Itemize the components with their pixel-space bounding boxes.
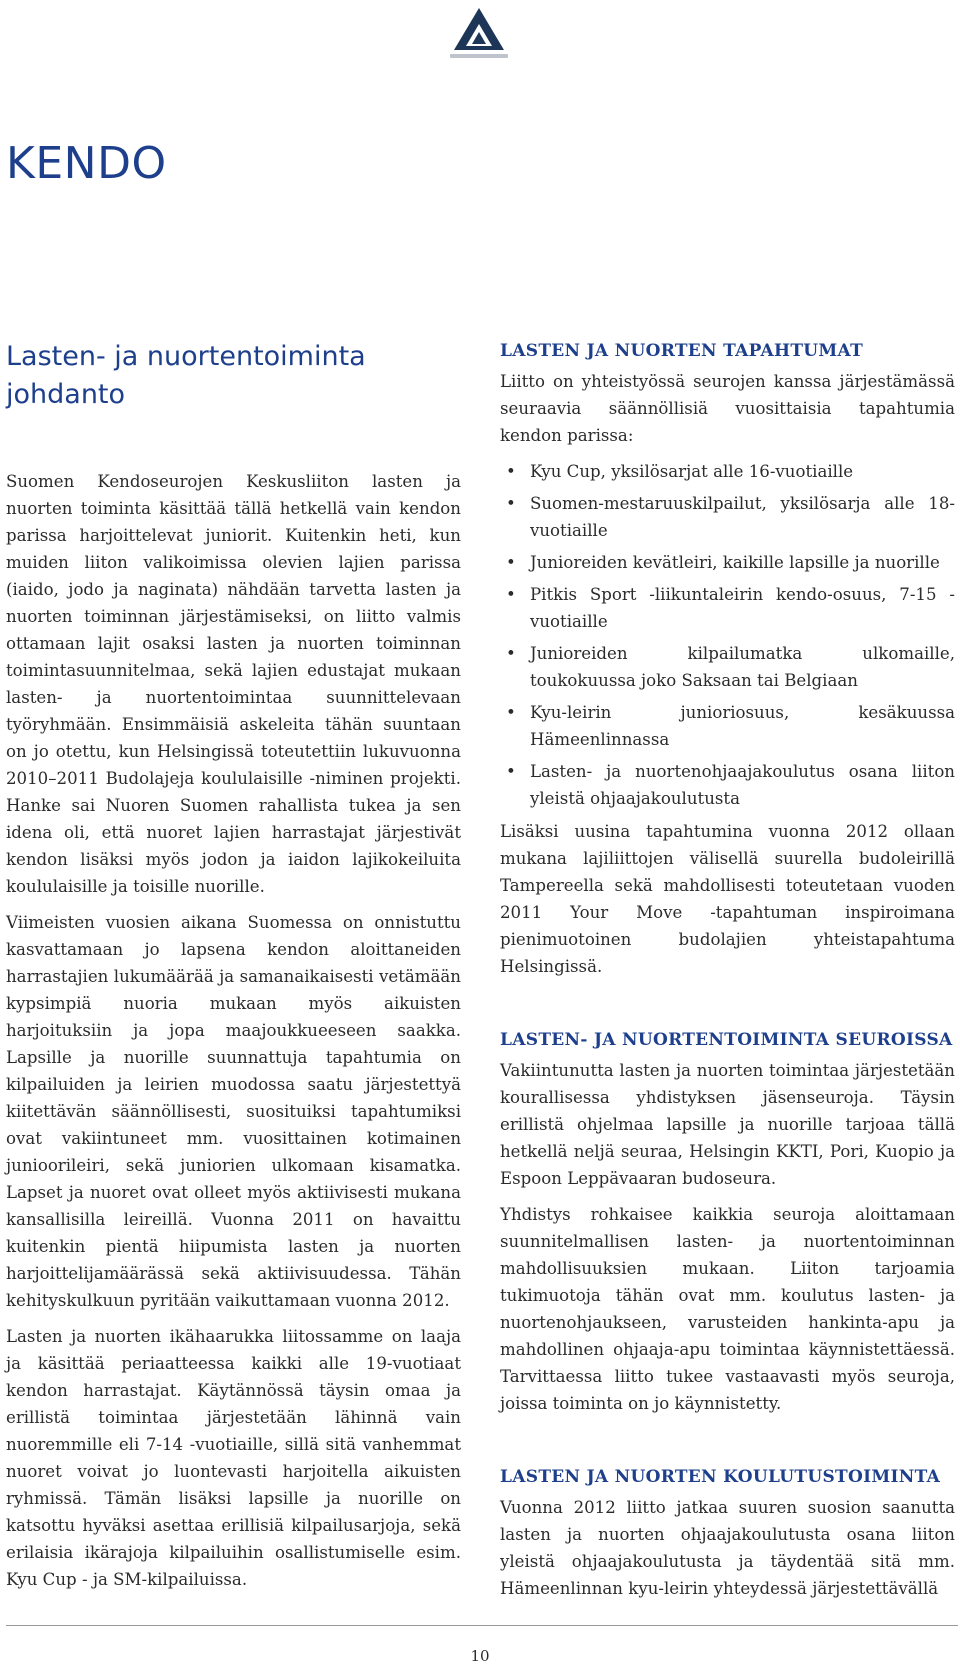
right-column bbox=[500, 340, 955, 1611]
list-item-text: Pitkis Sport -liikuntaleirin kendo-osuus, 7-15 -vuotiaille bbox=[530, 585, 955, 631]
clubs-heading: LASTEN- JA NUORTENTOIMINTA SEUROISSA bbox=[500, 1030, 953, 1050]
list-item bbox=[500, 699, 955, 753]
training-paragraph: Vuonna 2012 liitto jatkaa suuren suosion saanutta lasten ja nuorten ohjaajakoulutusta osana liiton yleistä ohjaajakoulutusta ja täydentää sitä mm. Hämeenlinnan kyu-leirin yhteydessä järjestettävällä bbox=[500, 1498, 955, 1598]
clubs-support-paragraph: Yhdistys rohkaisee kaikkia seuroja aloittamaan suunnitelmallisen lasten- ja nuortentoiminnan mahdollisuuksien mukaan. Liiton tarjoamia tukimuotoja tähän ovat mm. koulutus lasten- ja nuortenohjaukseen, varusteiden hankinta-apu ja mahdollinen ohjaaja-apu toimintaa käynnistettäessä. Tarvittaessa liitto tukee vastaavasti myös seuroja, joissa toiminta on jo käynnistetty. bbox=[500, 1205, 955, 1413]
list-item-text: Suomen-mestaruuskilpailut, yksilösarja alle 18-vuotiaille bbox=[530, 494, 955, 540]
page-title: KENDO bbox=[6, 138, 167, 189]
bullet: • bbox=[506, 703, 516, 722]
intro-heading: Lasten- ja nuortentoiminta johdanto bbox=[6, 341, 366, 410]
events-heading: LASTEN JA NUORTEN TAPAHTUMAT bbox=[500, 341, 864, 361]
triangle-emblem-icon bbox=[450, 6, 508, 54]
logo bbox=[450, 6, 508, 62]
bullet: • bbox=[506, 762, 516, 781]
bullet: • bbox=[506, 644, 516, 663]
logo-caption bbox=[450, 54, 508, 58]
intro-paragraph: Suomen Kendoseurojen Keskusliiton lasten ja nuorten toiminta käsittää tällä hetkellä vain kendon parissa harjoittelevat juniorit. Kuitenkin heti, kun muiden liiton valikoimissa olevien lajien parissa (iaido, jodo ja naginata) nähdään tarvetta lasten ja nuorten toiminnan järjestämiseksi, on liitto valmis ottamaan lajit osaksi lasten ja nuorten toiminnan toimintasuunnitelmaa, sekä lajien edustajat mukaan lasten- ja nuortentoimintaa suunnittelevaan työryhmään. Ensimmäisiä askeleita tähän suuntaan on jo otettu, kun Helsingissä toteutettiin lukuvuonna 2010–2011 Budolajeja koululaisille -niminen projekti. Hanke sai Nuoren Suomen rahallista tukea ja sen idena oli, että nuoret lajien harrastajat järjestivät kendon lisäksi myös jodon ja iaidon lajikokeiluita koululaisille ja toisille nuorille. bbox=[6, 472, 461, 896]
list-item bbox=[500, 549, 955, 576]
training-heading: LASTEN JA NUORTEN KOULUTUSTOIMINTA bbox=[500, 1467, 941, 1487]
list-item-text: Junioreiden kevätleiri, kaikille lapsille ja nuorille bbox=[530, 553, 940, 572]
list-item bbox=[500, 458, 955, 485]
bullet: • bbox=[506, 462, 516, 481]
page-number: 10 bbox=[470, 1647, 490, 1665]
events-list bbox=[500, 458, 955, 812]
list-item bbox=[500, 490, 955, 544]
age-range-paragraph: Lasten ja nuorten ikähaarukka liitossamme on laaja ja käsittää periaatteessa kaikki alle 19-vuotiaat kendon harrastajat. Käytännössä täysin omaa ja erillistä toimintaa järjestetään lähinnä vain nuoremmille eli 7-14 -vuotiaille, sillä sitä vanhemmat nuoret voivat jo luontevasti harjoitella aikuisten ryhmissä. Tämän lisäksi lapsille ja nuorille on katsottu hyväksi asettaa erillisiä kilpailusarjoja, sekä erilaisia ikärajoja kilpailuihin osallistumiselle esim. Kyu Cup - ja SM-kilpailuissa. bbox=[6, 1327, 461, 1589]
events-outro: Lisäksi uusina tapahtumina vuonna 2012 ollaan mukana lajiliittojen välisellä suurella budoleirillä Tampereella sekä mahdollisesti toteutetaan vuoden 2011 Your Move -tapahtuman inspiroimana pienimuotoinen budolajien yhteistapahtuma Helsingissä. bbox=[500, 822, 955, 976]
list-item bbox=[500, 758, 955, 812]
clubs-paragraph: Vakiintunutta lasten ja nuorten toimintaa järjestetään kourallisessa yhdistyksen jäsenseuroja. Täysin erillistä ohjelmaa lapsille ja nuorille tarjoaa tällä hetkellä neljä seuraa, Helsingin KKTI, Pori, Kuopio ja Espoon Leppävaaran budoseura. bbox=[500, 1061, 955, 1188]
list-item-text: Lasten- ja nuortenohjaajakoulutus osana liiton yleistä ohjaajakoulutusta bbox=[530, 762, 955, 808]
events-intro: Liitto on yhteistyössä seurojen kanssa järjestämässä seuraavia säännöllisiä vuosittaisia tapahtumia kendon parissa: bbox=[500, 372, 955, 445]
history-paragraph: Viimeisten vuosien aikana Suomessa on onnistuttu kasvattamaan jo lapsena kendon aloittaneiden harrastajien lukumäärää ja samanaikaisesti vetämään kypsimpiä nuoria mukaan myös aikuisten harjoituksiin ja jopa maajoukkueeseen saakka. Lapsille ja nuorille suunnattuja tapahtumia on kilpailuiden ja leirien muodossa saatu järjestettyä kiitettävän säännöllisesti, suosituiksi tapahtumiksi ovat vakiintuneet mm. vuosittainen kotimainen junioorileiri, sekä juniorien ulkomaan kisamatka. Lapset ja nuoret ovat olleet myös aktiivisesti mukana kansallisilla leireillä. Vuonna 2011 on havaittu kuitenkin pientä hiipumista lasten ja nuorten harjoittelijamäärässä sekä aktiivisuudessa. Tähän kehityskulkuun pyritään vaikuttamaan vuonna 2012. bbox=[6, 913, 461, 1310]
bullet: • bbox=[506, 585, 516, 604]
list-item bbox=[500, 640, 955, 694]
bullet: • bbox=[506, 553, 516, 572]
list-item-text: Kyu Cup, yksilösarjat alle 16-vuotiaille bbox=[530, 462, 854, 481]
left-column bbox=[6, 338, 461, 1602]
footer-divider bbox=[6, 1625, 958, 1626]
list-item bbox=[500, 581, 955, 635]
list-item-text: Kyu-leirin junioriosuus, kesäkuussa Hämeenlinnassa bbox=[530, 703, 955, 749]
bullet: • bbox=[506, 494, 516, 513]
list-item-text: Junioreiden kilpailumatka ulkomaille, toukokuussa joko Saksaan tai Belgiaan bbox=[530, 644, 955, 690]
